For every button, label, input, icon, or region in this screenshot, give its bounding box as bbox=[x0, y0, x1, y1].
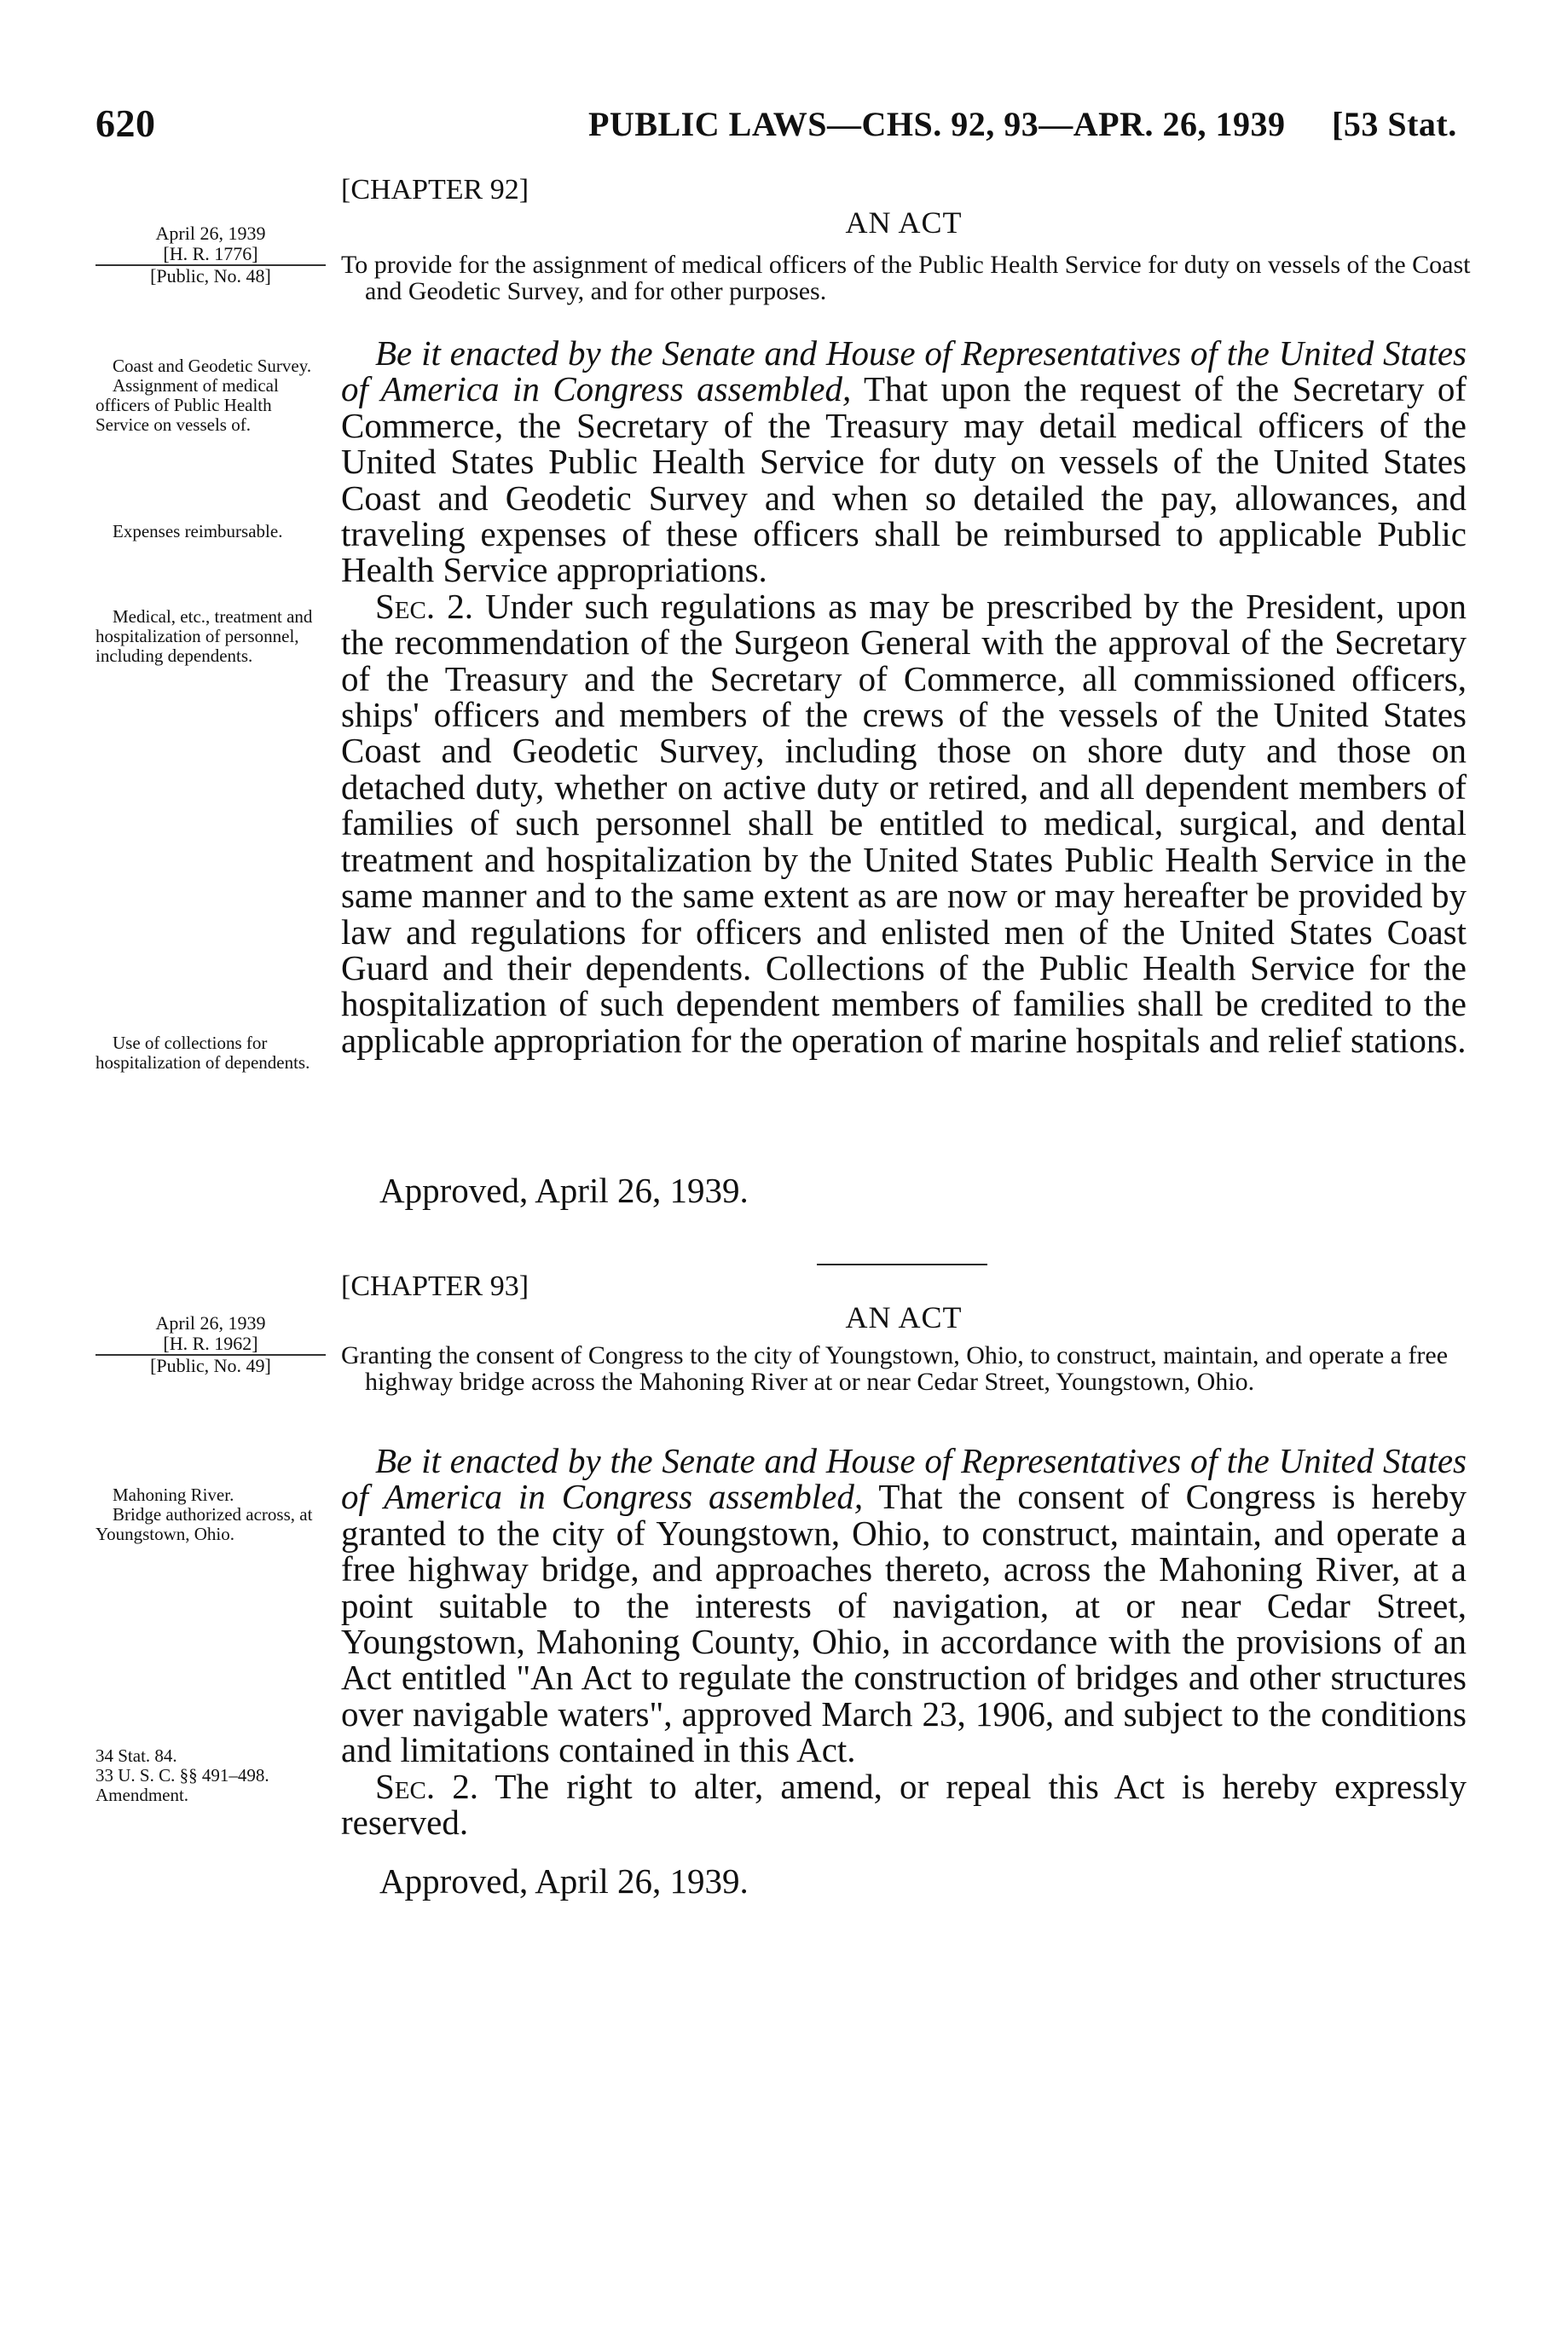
chapter-92-citation bbox=[95, 223, 326, 287]
margin-note: Bridge authorized across, at Youngstown, Ohio. bbox=[95, 1504, 313, 1544]
chapter-92-section-1-text: That upon the request of the Secretary of Commerce, the Secretary of the Treasury may detail medical officers of the United States Public Health Service for duty on vessels of the United States Coast and Geodetic Survey and when so detailed the pay, allowances, and traveling expenses of these officers shall be reimbursed to applicable Public Health Service appropriations. bbox=[341, 369, 1467, 590]
chapter-divider-rule bbox=[817, 1264, 987, 1265]
margin-note: 34 Stat. 84. bbox=[95, 1745, 177, 1766]
chapter-93-margin-notes-b bbox=[95, 1746, 326, 1805]
chapter-93-citation bbox=[95, 1313, 326, 1376]
chapter-92-section-2-label: Sec. 2. bbox=[375, 586, 473, 626]
chapter-93-citation-date: April 26, 1939 bbox=[155, 1312, 266, 1334]
chapter-92-section-2 bbox=[341, 588, 1467, 1058]
chapter-92-citation-bill: [H. R. 1776] bbox=[95, 244, 326, 266]
chapter-92-purpose: To provide for the assignment of medical officers of the Public Health Service for duty on vessels of the Coast and Geodetic Survey, and for other purposes. bbox=[341, 251, 1471, 305]
running-head-title: PUBLIC LAWS—CHS. 92, 93—APR. 26, 1939 bbox=[588, 105, 1286, 143]
margin-note: Amendment. bbox=[95, 1785, 189, 1805]
chapter-93-section-2-text: The right to alter, amend, or repeal this Act is hereby expressly reserved. bbox=[341, 1766, 1467, 1843]
margin-note: Medical, etc., treatment and hospitalization of personnel, including dependents. bbox=[95, 606, 313, 666]
margin-note: 33 U. S. C. §§ 491–498. bbox=[95, 1765, 269, 1786]
chapter-92-an-act-heading: AN ACT bbox=[845, 205, 963, 240]
margin-note: Expenses reimbursable. bbox=[113, 521, 283, 541]
chapter-92-section-1 bbox=[341, 335, 1467, 588]
chapter-92-section-2-text: Under such regulations as may be prescribed by the President, upon the recommendation of the Surgeon General with the approval of the Secretary of the Treasury and the Secretary of Commerce, all commissioned officers, ships' officers and members of the crews of the vessels of the United States Coast and Geodetic Survey, including those on shore duty and those on detached duty, whether on active duty or retired, and all dependent members of families of such personnel shall be entitled to medical, surgical, and dental treatment and hospitalization by the United States Public Health Service in the same manner and to the same extent as are now or may hereafter be provided by law and regulations for officers and enlisted men of the United States Coast Guard and their dependents. Collections of the Public Health Service for the hospitalization of such dependent members of families shall be credited to the applicable appropriation for the operation of marine hospitals and relief stations. bbox=[341, 586, 1467, 1060]
chapter-92-citation-public-number: [Public, No. 48] bbox=[150, 265, 271, 287]
chapter-93-section-1 bbox=[341, 1443, 1467, 1768]
chapter-93-citation-bill: [H. R. 1962] bbox=[95, 1334, 326, 1356]
chapter-93-approved: Approved, April 26, 1939. bbox=[379, 1861, 749, 1901]
chapter-93-an-act-heading: AN ACT bbox=[845, 1300, 963, 1334]
margin-note: Use of collections for hospitalization of dependents. bbox=[95, 1033, 310, 1073]
volume-reference: [53 Stat. bbox=[1332, 105, 1457, 143]
chapter-92-citation-date: April 26, 1939 bbox=[155, 223, 266, 244]
chapter-92-label: [CHAPTER 92] bbox=[341, 174, 529, 205]
chapter-92-margin-notes-d bbox=[95, 1033, 326, 1073]
margin-note: Mahoning River. bbox=[113, 1485, 234, 1505]
chapter-93-section-2 bbox=[341, 1768, 1467, 1841]
chapter-92-body bbox=[341, 335, 1467, 1058]
chapter-93-purpose: Granting the consent of Congress to the city of Youngstown, Ohio, to construct, maintain, and operate a free highway bridge across the Mahoning River at or near Cedar Street, Youngstown, Ohio. bbox=[341, 1341, 1449, 1396]
chapter-93-enacting-clause: Be it enacted by the Senate and House of Representatives of the United States of America in Congress assembled, bbox=[341, 1441, 1467, 1517]
chapter-93-margin-notes-a bbox=[95, 1485, 326, 1544]
chapter-93-label: [CHAPTER 93] bbox=[341, 1271, 529, 1302]
page-number: 620 bbox=[95, 101, 156, 145]
chapter-93-body bbox=[341, 1441, 1467, 1843]
chapter-93-citation-public-number: [Public, No. 49] bbox=[150, 1355, 271, 1376]
margin-note: Coast and Geodetic Survey. bbox=[113, 356, 312, 376]
chapter-92-margin-notes-c bbox=[95, 607, 326, 666]
chapter-92-margin-notes-a bbox=[95, 356, 326, 435]
chapter-93-section-2-label: Sec. 2. bbox=[375, 1766, 478, 1806]
chapter-93-section-1-text: That the consent of Congress is hereby granted to the city of Youngstown, Ohio, to construct, maintain, and operate a free highway bridge, and approaches thereto, across the Mahoning River, at a point suitable to the interests of navigation, at or near Cedar Street, Youngstown, Mahoning County, Ohio, in accordance with the provisions of an Act entitled "An Act to regulate the construction of bridges and other structures over navigable waters", approved March 23, 1906, and subject to the conditions and limitations contained in this Act. bbox=[341, 1477, 1467, 1770]
chapter-92-approved: Approved, April 26, 1939. bbox=[379, 1171, 749, 1210]
chapter-92-margin-notes-b bbox=[95, 522, 326, 541]
margin-note: Assignment of medical officers of Public Health Service on vessels of. bbox=[95, 375, 279, 435]
chapter-92-enacting-clause: Be it enacted by the Senate and House of Representatives of the United States of America in Congress assembled, bbox=[341, 333, 1467, 409]
